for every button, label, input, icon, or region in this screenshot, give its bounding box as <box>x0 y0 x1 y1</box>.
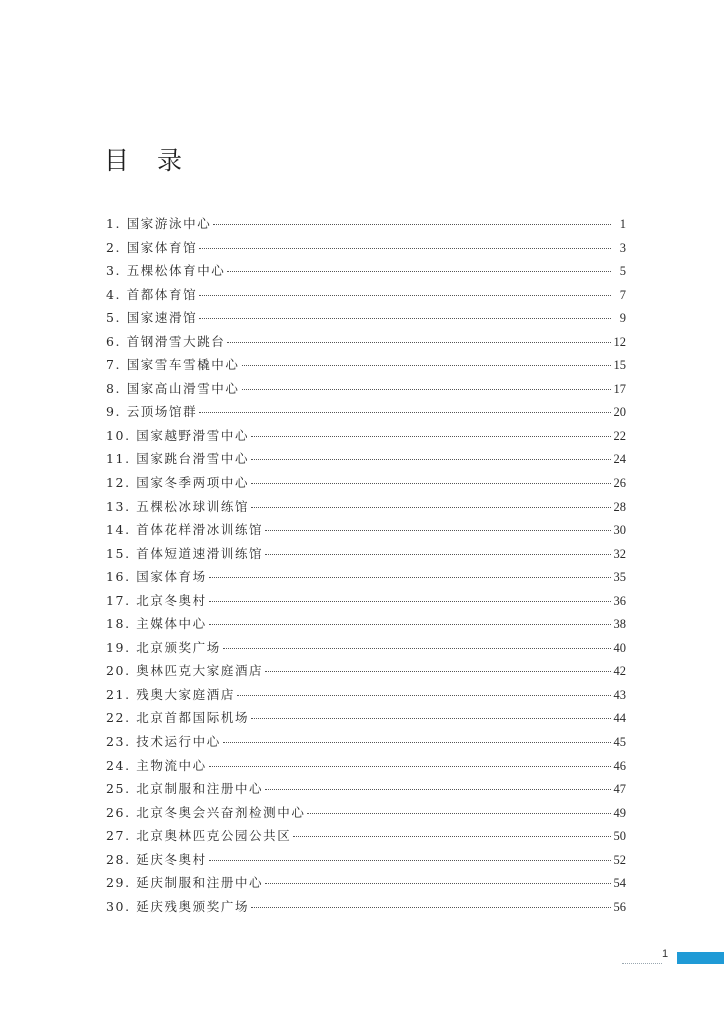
toc-entry-label: 16. 国家体育场 <box>106 569 207 585</box>
toc-leader-dots <box>265 663 610 672</box>
toc-entry-page-number: 43 <box>613 687 626 702</box>
toc-entry[interactable] <box>106 400 626 424</box>
toc-leader-dots <box>265 875 610 884</box>
toc-entry-label: 17. 北京冬奥村 <box>106 592 207 608</box>
toc-entry-label: 13. 五棵松冰球训练馆 <box>106 498 250 514</box>
toc-leader-dots <box>265 522 610 531</box>
toc-entry-label: 23. 技术运行中心 <box>106 734 221 750</box>
toc-entry-label: 2. 国家体育馆 <box>106 239 198 255</box>
toc-entry-page-number: 36 <box>613 593 626 608</box>
toc-entry-page-number: 24 <box>613 452 626 467</box>
toc-entry[interactable] <box>106 495 626 519</box>
toc-entry-label: 21. 残奥大家庭酒店 <box>106 686 235 702</box>
toc-entry[interactable] <box>106 801 626 825</box>
toc-entry[interactable] <box>106 659 626 683</box>
toc-entry[interactable] <box>106 353 626 377</box>
toc-entry[interactable] <box>106 236 626 260</box>
toc-leader-dots <box>307 805 610 814</box>
toc-leader-dots <box>251 428 610 437</box>
footer-accent-bar <box>677 952 724 964</box>
toc-leader-dots <box>209 852 611 861</box>
toc-leader-dots <box>242 357 611 366</box>
toc-leader-dots <box>209 569 611 578</box>
toc-entry-page-number: 40 <box>613 640 626 655</box>
toc-entry[interactable] <box>106 871 626 895</box>
toc-entry-page-number: 49 <box>613 805 626 820</box>
toc-entry[interactable] <box>106 895 626 919</box>
toc-entry-page-number: 1 <box>619 217 626 231</box>
toc-entry-page-number: 56 <box>613 899 626 914</box>
toc-entry-label: 29. 延庆制服和注册中心 <box>106 875 264 891</box>
toc-entry-page-number: 3 <box>619 240 626 255</box>
toc-entry-label: 19. 北京颁奖广场 <box>106 639 221 655</box>
toc-entry-page-number: 54 <box>613 876 626 891</box>
toc-leader-dots <box>251 899 610 908</box>
toc-entry-label: 6. 首钢滑雪大跳台 <box>106 333 226 349</box>
toc-entry[interactable] <box>106 706 626 730</box>
toc-entry-page-number: 50 <box>613 829 626 844</box>
toc-leader-dots <box>199 404 610 413</box>
footer-page-number: 1 <box>662 948 669 960</box>
toc-entry-label: 25. 北京制服和注册中心 <box>106 781 264 797</box>
toc-entry-page-number: 28 <box>613 499 626 514</box>
toc-leader-dots <box>242 381 611 390</box>
toc-entry-page-number: 44 <box>613 711 626 726</box>
toc-entry-label: 24. 主物流中心 <box>106 757 207 773</box>
toc-entry[interactable] <box>106 212 626 236</box>
toc-entry[interactable] <box>106 447 626 471</box>
toc-entry[interactable] <box>106 377 626 401</box>
toc-entry-page-number: 17 <box>613 381 626 396</box>
toc-entry[interactable] <box>106 259 626 283</box>
toc-entry-label: 1. 国家游泳中心 <box>106 216 212 231</box>
toc-list <box>106 212 626 918</box>
toc-entry[interactable] <box>106 589 626 613</box>
toc-entry[interactable] <box>106 306 626 330</box>
toc-entry-label: 15. 首体短道速滑训练馆 <box>106 545 264 561</box>
toc-entry-label: 9. 云顶场馆群 <box>106 404 198 420</box>
toc-leader-dots <box>237 687 611 696</box>
toc-leader-dots <box>265 546 610 555</box>
toc-entry[interactable] <box>106 848 626 872</box>
toc-entry[interactable] <box>106 542 626 566</box>
toc-entry-page-number: 45 <box>613 735 626 750</box>
toc-leader-dots <box>213 216 611 225</box>
toc-entry[interactable] <box>106 730 626 754</box>
toc-leader-dots <box>209 593 611 602</box>
toc-entry-label: 5. 国家速滑馆 <box>106 310 198 326</box>
toc-entry-page-number: 38 <box>613 617 626 632</box>
toc-entry-page-number: 12 <box>613 334 626 349</box>
toc-entry-page-number: 46 <box>613 758 626 773</box>
toc-leader-dots <box>227 334 610 343</box>
toc-leader-dots <box>293 828 610 837</box>
toc-entry-label: 11. 国家跳台滑雪中心 <box>106 451 250 467</box>
toc-leader-dots <box>209 758 611 767</box>
toc-entry-page-number: 9 <box>619 311 626 326</box>
toc-entry-page-number: 7 <box>619 287 626 302</box>
toc-entry[interactable] <box>106 424 626 448</box>
toc-entry-page-number: 47 <box>613 782 626 797</box>
toc-entry[interactable] <box>106 518 626 542</box>
toc-entry-label: 22. 北京首都国际机场 <box>106 710 250 726</box>
toc-entry-page-number: 26 <box>613 476 626 491</box>
toc-entry[interactable] <box>106 330 626 354</box>
toc-entry-label: 28. 延庆冬奥村 <box>106 851 207 867</box>
toc-leader-dots <box>199 310 611 319</box>
toc-entry-page-number: 52 <box>613 852 626 867</box>
toc-leader-dots <box>251 451 610 460</box>
toc-leader-dots <box>251 710 610 719</box>
page-title: 目 录 <box>104 146 192 175</box>
toc-entry-label: 8. 国家高山滑雪中心 <box>106 380 240 396</box>
toc-entry[interactable] <box>106 636 626 660</box>
toc-leader-dots <box>265 781 610 790</box>
toc-entry-label: 4. 首都体育馆 <box>106 286 198 302</box>
toc-entry[interactable] <box>106 777 626 801</box>
toc-entry-label: 20. 奥林匹克大家庭酒店 <box>106 663 264 679</box>
toc-entry-label: 30. 延庆残奥颁奖广场 <box>106 898 250 914</box>
footer-dotted-rule <box>622 963 662 964</box>
toc-entry-label: 26. 北京冬奥会兴奋剂检测中心 <box>106 804 306 820</box>
toc-entry-page-number: 42 <box>613 664 626 679</box>
toc-leader-dots <box>209 616 611 625</box>
toc-entry-label: 7. 国家雪车雪橇中心 <box>106 357 240 373</box>
toc-entry[interactable] <box>106 565 626 589</box>
toc-entry-page-number: 5 <box>619 264 626 279</box>
toc-entry-label: 18. 主媒体中心 <box>106 616 207 632</box>
toc-leader-dots <box>223 640 611 649</box>
toc-leader-dots <box>199 287 611 296</box>
toc-entry-label: 10. 国家越野滑雪中心 <box>106 427 250 443</box>
toc-entry-label: 3. 五棵松体育中心 <box>106 263 226 279</box>
toc-entry-page-number: 22 <box>613 428 626 443</box>
toc-entry[interactable] <box>106 471 626 495</box>
toc-entry-label: 12. 国家冬季两项中心 <box>106 475 250 491</box>
toc-entry-page-number: 20 <box>613 405 626 420</box>
toc-leader-dots <box>251 475 610 484</box>
toc-entry[interactable] <box>106 824 626 848</box>
toc-entry[interactable] <box>106 283 626 307</box>
toc-entry[interactable] <box>106 683 626 707</box>
toc-entry-page-number: 15 <box>613 358 626 373</box>
toc-leader-dots <box>223 734 611 743</box>
toc-leader-dots <box>251 499 610 508</box>
toc-leader-dots <box>227 263 611 272</box>
toc-entry[interactable] <box>106 754 626 778</box>
toc-entry-label: 27. 北京奥林匹克公园公共区 <box>106 828 292 844</box>
toc-entry-page-number: 30 <box>613 523 626 538</box>
toc-entry-label: 14. 首体花样滑冰训练馆 <box>106 522 264 538</box>
toc-leader-dots <box>199 240 611 249</box>
toc-entry[interactable] <box>106 612 626 636</box>
toc-entry-page-number: 35 <box>613 570 626 585</box>
toc-entry-page-number: 32 <box>613 546 626 561</box>
